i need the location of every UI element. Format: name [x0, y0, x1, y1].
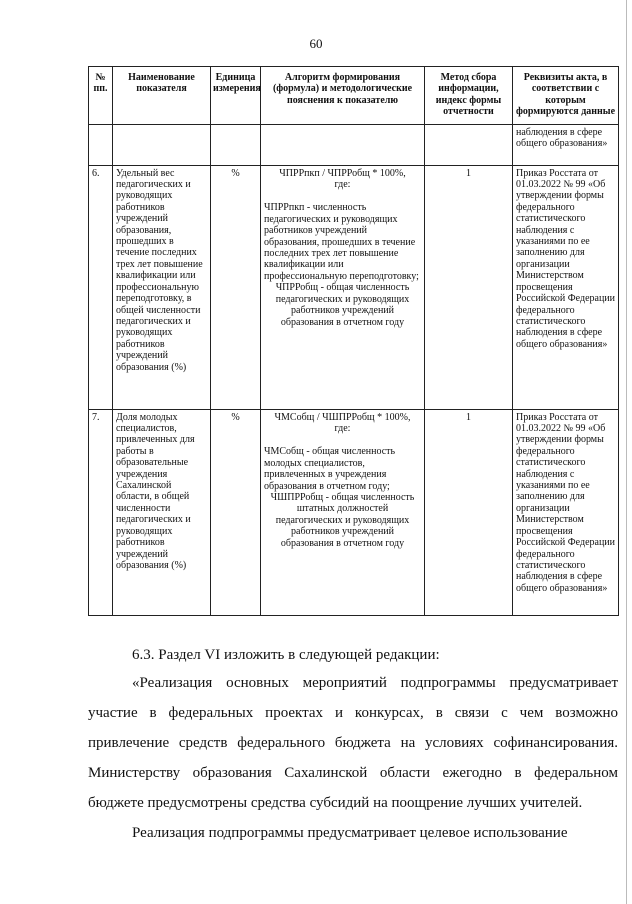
header-algorithm: Алгоритм формирования (формула) и методологические пояснения к показателю	[261, 67, 425, 125]
table-header-row	[89, 67, 619, 125]
cell-empty	[261, 124, 425, 165]
cell-requisites: Приказ Росстата от 01.03.2022 № 99 «Об утверждении формы федерального статистического наблюдения с указаниями по ее заполнению для организации Министерством просвещения Российской Федерации федерального статистического наблюдения в сфере общего образования»	[513, 165, 619, 409]
formula: ЧМСобщ / ЧШПРРобщ * 100%,	[274, 411, 411, 423]
formula-where: где:	[334, 179, 351, 191]
formula: ЧПРРпкп / ЧПРРобщ * 100%,	[279, 167, 406, 179]
table-row	[89, 165, 619, 409]
cell-number: 7.	[89, 409, 113, 615]
header-number: № пп.	[89, 67, 113, 125]
section-heading: 6.3. Раздел VI изложить в следующей редакции:	[132, 647, 440, 663]
cell-indicator-name: Доля молодых специалистов, привлеченных для работы в образовательные учреждения Сахалинской области, в общей численности педагогических и руководящих работников учреждений образования (%)	[113, 409, 211, 615]
cell-empty	[425, 124, 513, 165]
formula-definition: ЧПРРобщ - общая численность педагогических и руководящих работников учреждений образования в отчетном году	[275, 282, 410, 328]
indicators-table	[88, 66, 619, 616]
page-number: 60	[309, 36, 323, 51]
cell-empty	[89, 124, 113, 165]
header-method: Метод сбора информации, индекс формы отчетности	[425, 67, 513, 125]
cell-method: 1	[425, 409, 513, 615]
cell-indicator-name: Удельный вес педагогических и руководящих работников учреждений образования, прошедших в течение последних трех лет повышение квалификации или профессиональную переподготовку, в общей численности педагогических и руководящих работников учреждений образования (%)	[113, 165, 211, 409]
cell-algorithm	[261, 165, 425, 409]
header-requisites: Реквизиты акта, в соответствии с которым формируются данные	[513, 67, 619, 125]
cell-empty	[113, 124, 211, 165]
table-row	[89, 409, 619, 615]
cell-empty	[211, 124, 261, 165]
table-row-continuation	[89, 124, 619, 165]
cell-unit: %	[211, 165, 261, 409]
cell-method: 1	[425, 165, 513, 409]
header-indicator-name: Наименование показателя	[113, 67, 211, 125]
header-unit: Единица измерения	[211, 67, 261, 125]
formula-definition: ЧМСобщ - общая численность молодых специалистов, привлеченных в учреждения образования в отчетном году;	[264, 446, 396, 492]
scan-margin-line	[626, 0, 627, 904]
cell-number: 6.	[89, 165, 113, 409]
formula-where: где:	[334, 423, 351, 435]
cell-unit: %	[211, 409, 261, 615]
cell-algorithm	[261, 409, 425, 615]
formula-definition: ЧШПРРобщ - общая численность штатных должностей педагогических и руководящих работников учреждений образования в отчетном году	[270, 492, 415, 549]
body-paragraph: Реализация подпрограммы предусматривает целевое использование	[132, 825, 568, 841]
body-paragraph: «Реализация основных мероприятий подпрограммы предусматривает участие в федеральных проектах и конкурсах, в связи с чем возможно привлечение средств федерального бюджета на условиях софинансирования. Министерству образования Сахалинской области ежегодно в федеральном бюджете предусмотрены средства субсидий на поощрение лучших учителей.	[88, 675, 618, 811]
formula-definition: ЧПРРпкп - численность педагогических и руководящих работников учреждений образования, прошедших в течение последних трех лет повышение квалификации или профессиональную переподготовку;	[264, 202, 419, 282]
cell-requisites: Приказ Росстата от 01.03.2022 № 99 «Об утверждении формы федерального статистического наблюдения с указаниями по ее заполнению для организации Министерством просвещения Российской Федерации федерального статистического наблюдения в сфере общего образования»	[513, 409, 619, 615]
cell-requisites: наблюдения в сфере общего образования»	[513, 124, 619, 165]
